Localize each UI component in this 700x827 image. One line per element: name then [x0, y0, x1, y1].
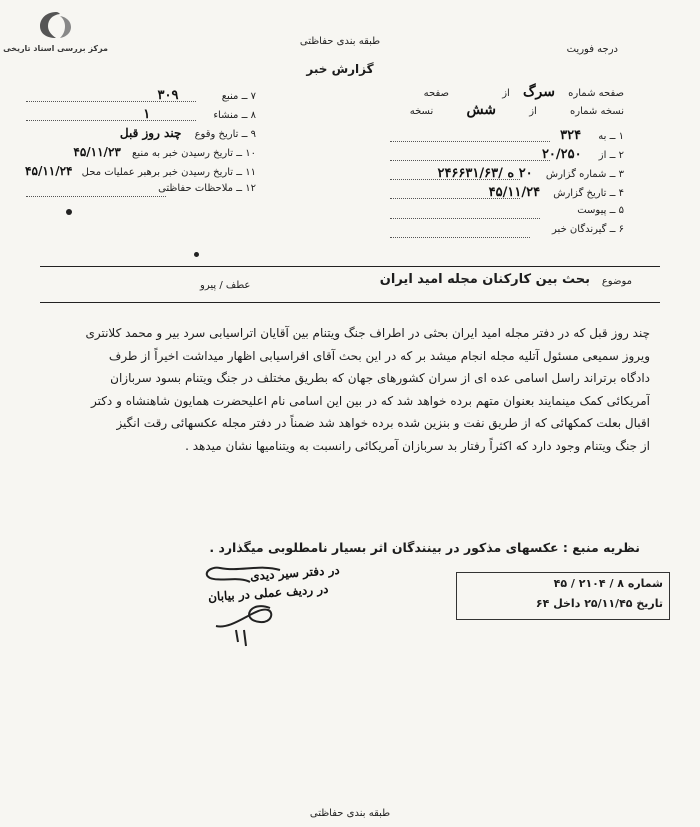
source-opinion: نظریه منبع : عکسهای مذکور در بینندگان اثر بسیار نامطلوبی میگذارد . [209, 540, 640, 555]
handwritten-note-line1: در دفتر سیر دیدی [249, 562, 341, 584]
from-value: ۲۰/۲۵۰ [541, 147, 582, 162]
stamp-line-1: شماره ۸ / ۲۱۰۴ / ۴۵ [553, 577, 663, 590]
recipients-label: ۶ ــ گیرندگان خبر [552, 224, 624, 235]
from-label: ۲ ــ از [598, 150, 624, 161]
occurrence-date-label: ۹ ــ تاریخ وقوع [194, 129, 256, 140]
subject-label: موضوع [601, 276, 632, 287]
report-number-label: ۳ ــ شماره گزارش [545, 169, 624, 180]
mark-dot [66, 209, 72, 215]
registration-stamp [456, 572, 670, 620]
refs-label: عطف / پیرو [200, 280, 251, 291]
source-label: ۷ ــ منبع [221, 91, 256, 102]
origin-value: ۱ [143, 107, 151, 122]
recipients-row [552, 224, 624, 235]
report-number-value: ۲۰ ه /۲۴۶۶۳۱/۶۳ [437, 166, 533, 181]
copy-number-word: نسخه [409, 106, 434, 117]
news-to-leader-row [25, 164, 256, 178]
report-body [60, 322, 650, 457]
from-row [542, 147, 624, 162]
report-date-label: ۴ ــ تاریخ گزارش [553, 188, 624, 199]
news-to-leader-label: ۱۱ ــ تاریخ رسیدن خبر برهبر عملیات محل [81, 167, 256, 178]
security-notes-label: ۱۲ ــ ملاحظات حفاظتی [158, 183, 256, 194]
body-line: آمریکائی کمک مینمایند بعنوان متهم برده خواهد شد که در بین این اسامی نام اعلیحضرت همایون شاهنشاه و دکتر [90, 393, 650, 408]
copy-number-hand: شش [466, 102, 497, 118]
subject-value: بحث بین کارکنان مجله امید ایران [379, 272, 590, 287]
body-line: ویروز سمیعی مسئول آتلیه مجله انجام میشد بر که در این بحث آقای افراسیابی اظهار میداشت اخیراً از طرف [108, 348, 650, 363]
footer-classification: طبقه بندی حفاظتی [309, 808, 391, 819]
subject-bottom-divider [40, 302, 660, 303]
archive-logo-icon [38, 10, 74, 40]
subject-top-divider [40, 266, 660, 267]
body-line: اقبال بعلت کمکهائی که از طریق نفت و بنزین شده برده خواهد شد ضمناً در دفتر مجله عکسهائی رقت انگیز [116, 416, 650, 430]
body-line: از جنگ ویتنام وجود دارد که اکثراً رفتار بد سربازان آمریکائی رانسبت به ویتنامیها نشان میدهد . [185, 438, 650, 453]
page-number-hand: سرگ [522, 84, 555, 100]
report-date-value: ۴۵/۱۱/۲۴ [488, 185, 541, 200]
page-number-page: صفحه [423, 88, 449, 99]
copy-number-from: از [529, 106, 537, 117]
priority-label: درجه فوریت [566, 44, 618, 55]
copy-number-row [410, 102, 624, 118]
copy-number-label: نسخه شماره [570, 106, 624, 117]
news-to-source-label: ۱۰ ــ تاریخ رسیدن خبر به منبع [132, 148, 256, 159]
news-to-source-value: ۴۵/۱۱/۲۳ [73, 145, 121, 159]
attachment-label: ۵ ــ پیوست [577, 205, 624, 216]
occurrence-date-row [120, 126, 256, 140]
handwritten-note-line2: در ردیف عملی در بیابان [207, 581, 329, 605]
mark-dot [194, 252, 199, 257]
page-number-row [424, 84, 624, 100]
to-row [560, 128, 624, 143]
page-number-label: صفحه شماره [568, 88, 624, 99]
attachment-row [577, 205, 624, 216]
header-classification: طبقه بندی حفاظتی [299, 36, 381, 47]
to-value: ۳۲۴ [560, 128, 582, 143]
news-to-source-row [73, 145, 256, 159]
page-title: گزارش خبر [306, 62, 374, 76]
watermark-text: مرکز بررسی اسناد تاریخی [3, 44, 108, 53]
archive-logo [3, 8, 108, 58]
to-label: ۱ ــ به [598, 131, 624, 142]
stamp-line-2: تاریخ ۲۵/۱۱/۴۵ داخل ۶۴ [535, 597, 663, 610]
source-value: ۳۰۹ [157, 88, 179, 103]
body-line: چند روز قبل که در دفتر مجله امید ایران بحثی در اطراف جنگ ویتنام بین آقایان اتراسیابی سرد بیر و محمد کلانتری [85, 326, 650, 340]
signature-scribble [180, 560, 290, 660]
news-to-leader-value: ۴۵/۱۱/۲۴ [25, 164, 73, 178]
page-number-from: از [502, 88, 510, 99]
origin-label: ۸ ــ منشاء [213, 110, 256, 121]
security-notes-row [158, 183, 256, 194]
body-line: دادگاه برتراند راسل اسامی عده ای از سران کشورهای جهان که بطریق مختلف در جنگ ویتنام بسود سربازان [110, 371, 650, 385]
occurrence-date-value: چند روز قبل [119, 126, 182, 140]
